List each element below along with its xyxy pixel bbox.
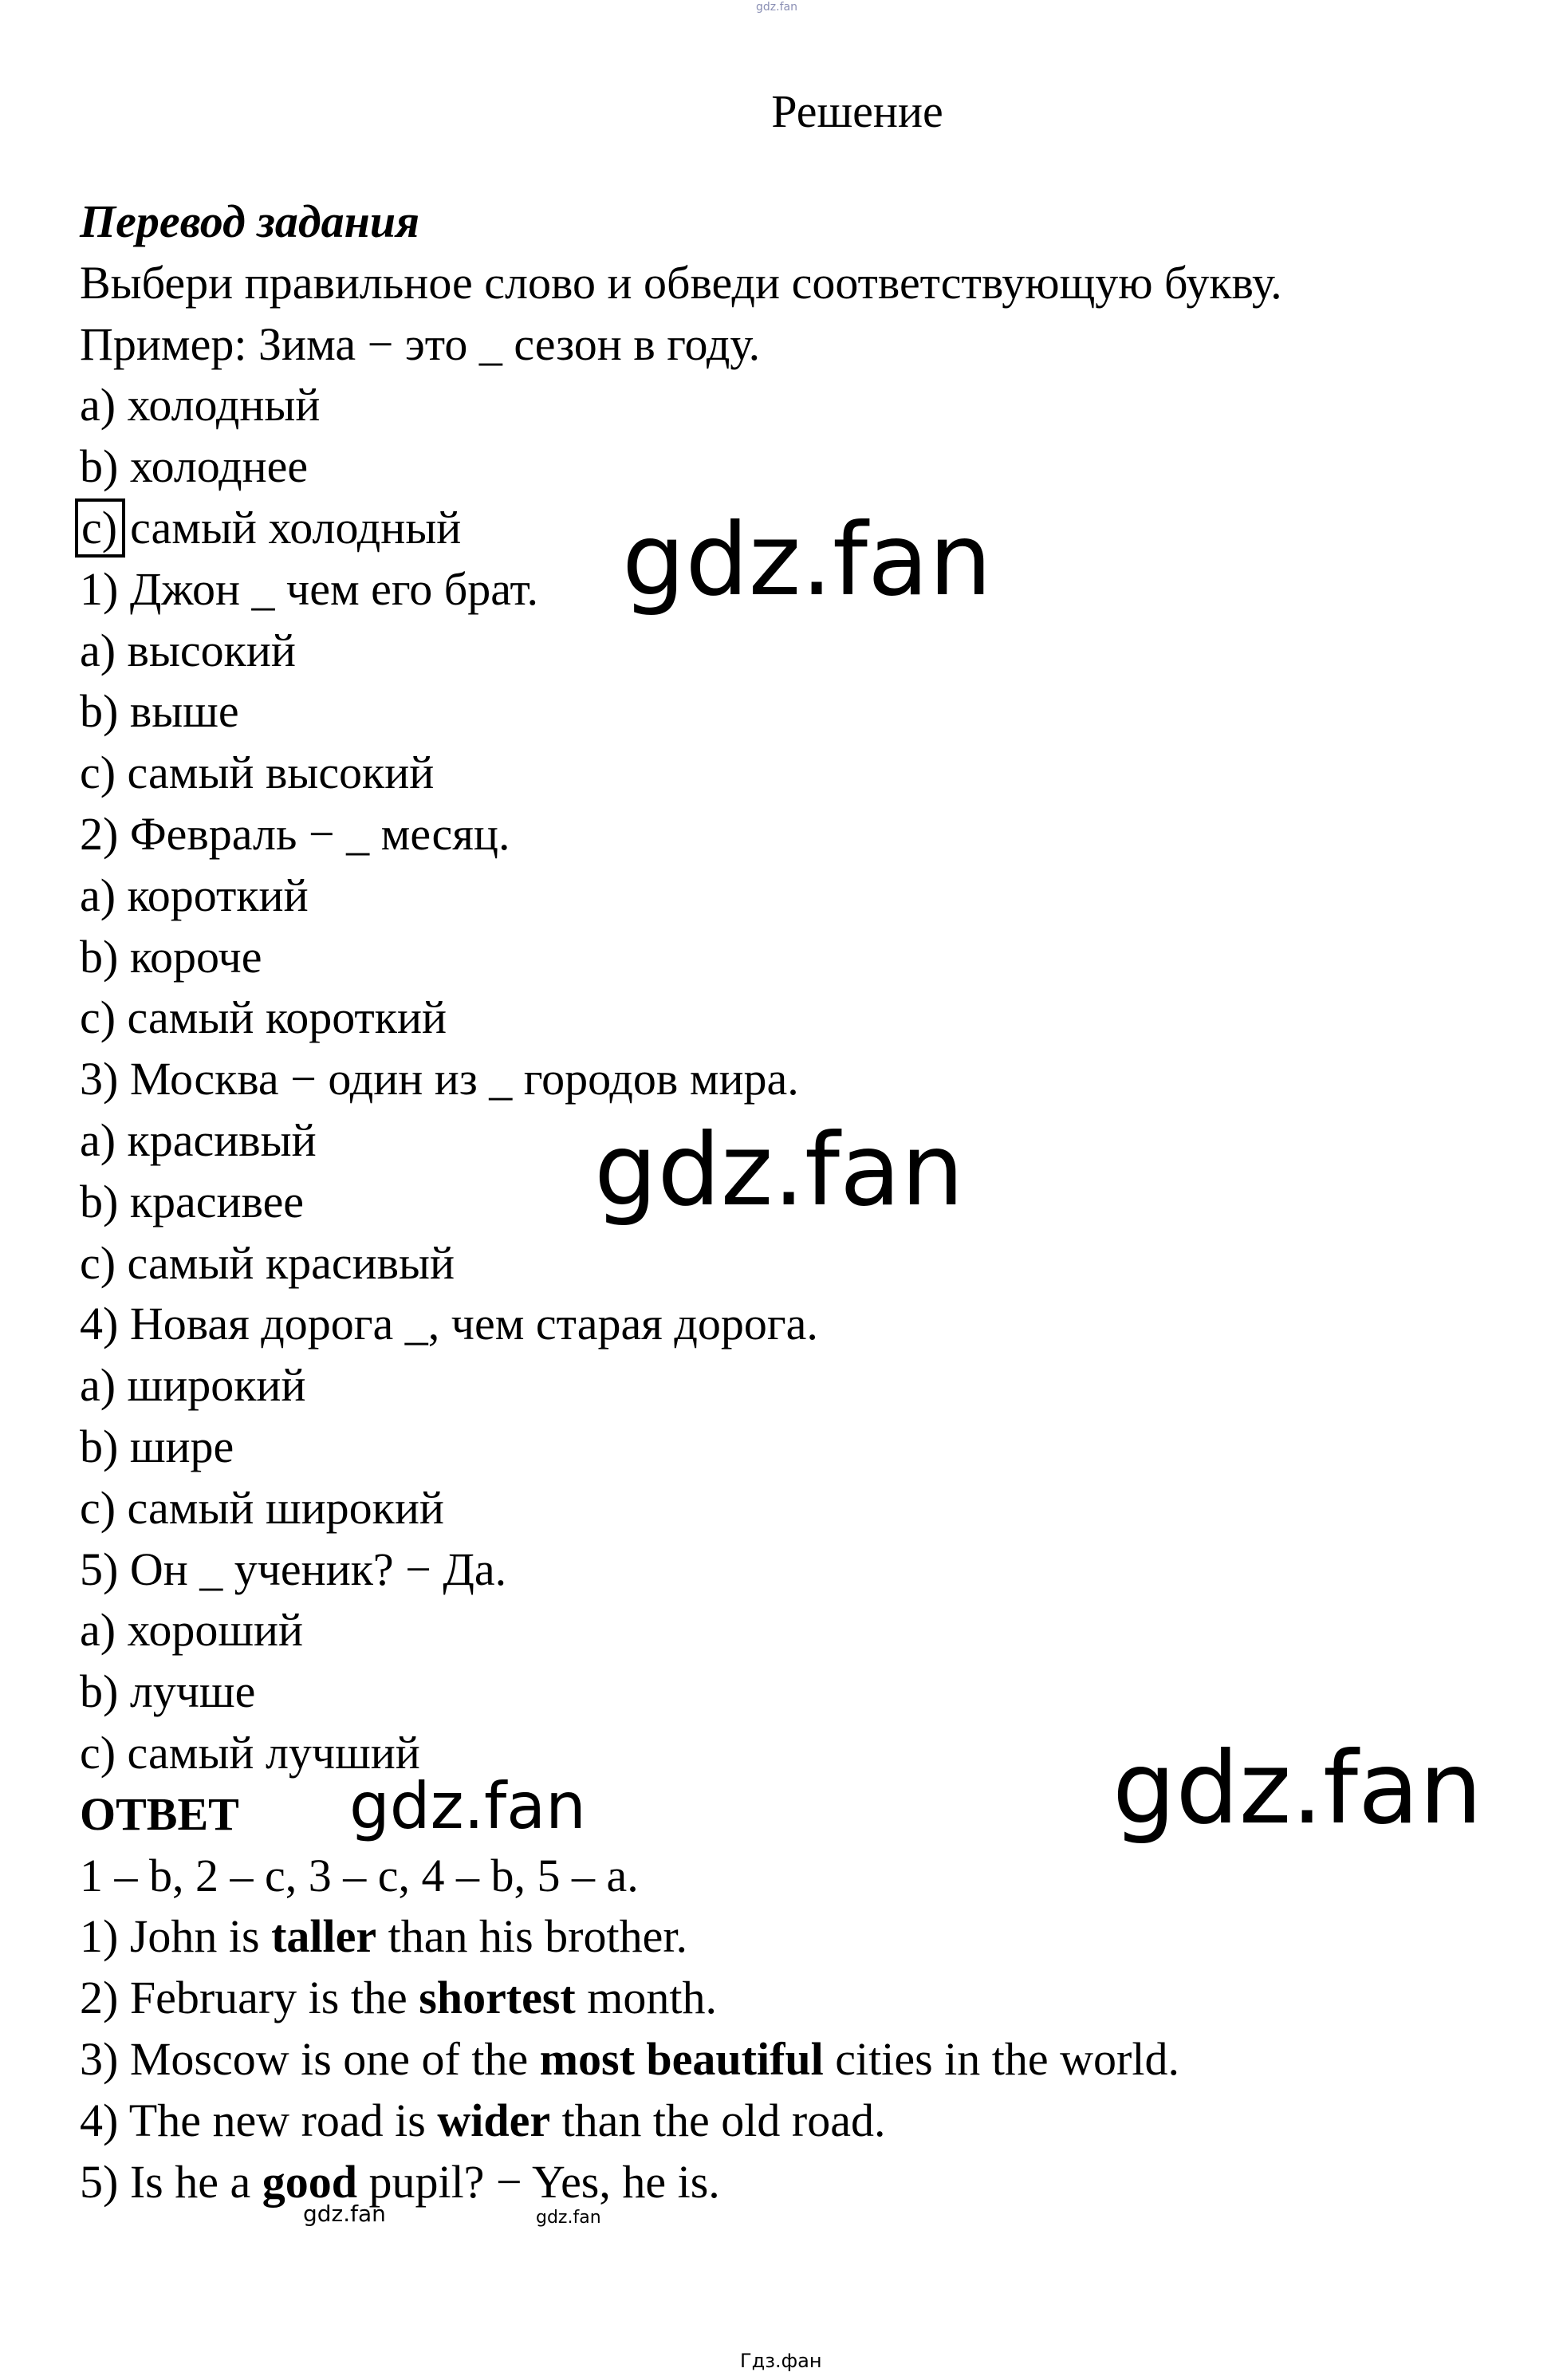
watermark-small-1: gdz.fan [303,2201,386,2227]
answer-sentence-2 [80,1968,1547,2029]
sentence-highlight: good [262,2155,357,2208]
answer-title: ОТВЕТ [80,1787,239,1840]
watermark-bottom: Гдз.фан [740,2350,822,2372]
sentence-text: than the old road. [550,2094,886,2146]
question-1: 1) Джон _ чем его брат. [80,562,538,615]
sentence-text: than his brother. [376,1910,687,1963]
answer-sentence-5 [80,2152,1547,2213]
question-3-option-a: a) красивый [80,1113,317,1166]
sentence-text: cities in the world. [823,2032,1179,2085]
example-option-a: a) холодный [80,379,321,431]
question-5-option-a: a) хороший [80,1604,304,1657]
question-2: 2) Февраль − _ месяц. [80,807,510,860]
question-5-option-c: c) самый лучший [80,1726,420,1779]
question-1-option-b: b) выше [80,685,239,738]
question-4: 4) Новая дорога _, чем старая дорога. [80,1298,818,1350]
question-2-option-a: a) короткий [80,869,309,921]
question-4-option-b: b) шире [80,1420,234,1472]
sentence-text: month. [575,1972,717,2024]
question-1-option-a: a) высокий [80,624,296,676]
page-heading: Решение [771,85,943,137]
sentence-text: 2) February is the [80,1972,419,2024]
question-1-option-c: c) самый высокий [80,747,435,799]
sentence-text: 3) Moscow is one of the [80,2032,540,2085]
task-instruction: Выбери правильное слово и обведи соответствующую букву. [80,256,1282,309]
watermark-top: gdz.fan [756,1,797,14]
sentence-text: 5) Is he a [80,2155,262,2208]
example-question: Пример: Зима − это _ сезон в году. [80,317,761,370]
question-4-option-a: a) широкий [80,1359,306,1412]
watermark-medium: gdz.fan [349,1769,586,1843]
answer-sentence-3 [80,2029,1547,2090]
sentence-text: pupil? − Yes, he is. [356,2155,720,2208]
question-5-option-b: b) лучше [80,1665,256,1718]
question-3-option-c: c) самый красивый [80,1236,455,1289]
sentence-text: 4) The new road is [80,2094,438,2146]
answer-sentence-4 [80,2090,1547,2152]
example-option-c-text: самый холодный [130,501,462,554]
question-5: 5) Он _ ученик? − Да. [80,1543,507,1595]
watermark-large-2: gdz.fan [594,1113,964,1228]
answer-key: 1 – b, 2 – c, 3 – c, 4 – b, 5 – a. [80,1849,639,1901]
sentence-highlight: taller [271,1910,377,1963]
answer-sentence-1 [80,1906,1547,1968]
sentence-text: 1) John is [80,1910,272,1963]
watermark-large-3: gdz.fan [1112,1731,1482,1846]
question-4-option-c: c) самый широкий [80,1481,444,1534]
question-3-option-b: b) красивее [80,1175,305,1227]
task-title: Перевод задания [80,195,419,247]
sentence-highlight: most beautiful [539,2032,824,2085]
question-3: 3) Москва − один из _ городов мира. [80,1053,799,1105]
question-2-option-b: b) короче [80,930,262,983]
circled-answer-letter: c) [75,498,125,558]
sentence-highlight: shortest [419,1972,576,2024]
watermark-small-2: gdz.fan [536,2208,601,2228]
example-option-b: b) холоднее [80,440,309,493]
sentence-highlight: wider [437,2094,551,2146]
watermark-large-1: gdz.fan [622,502,992,618]
question-2-option-c: c) самый короткий [80,991,447,1044]
